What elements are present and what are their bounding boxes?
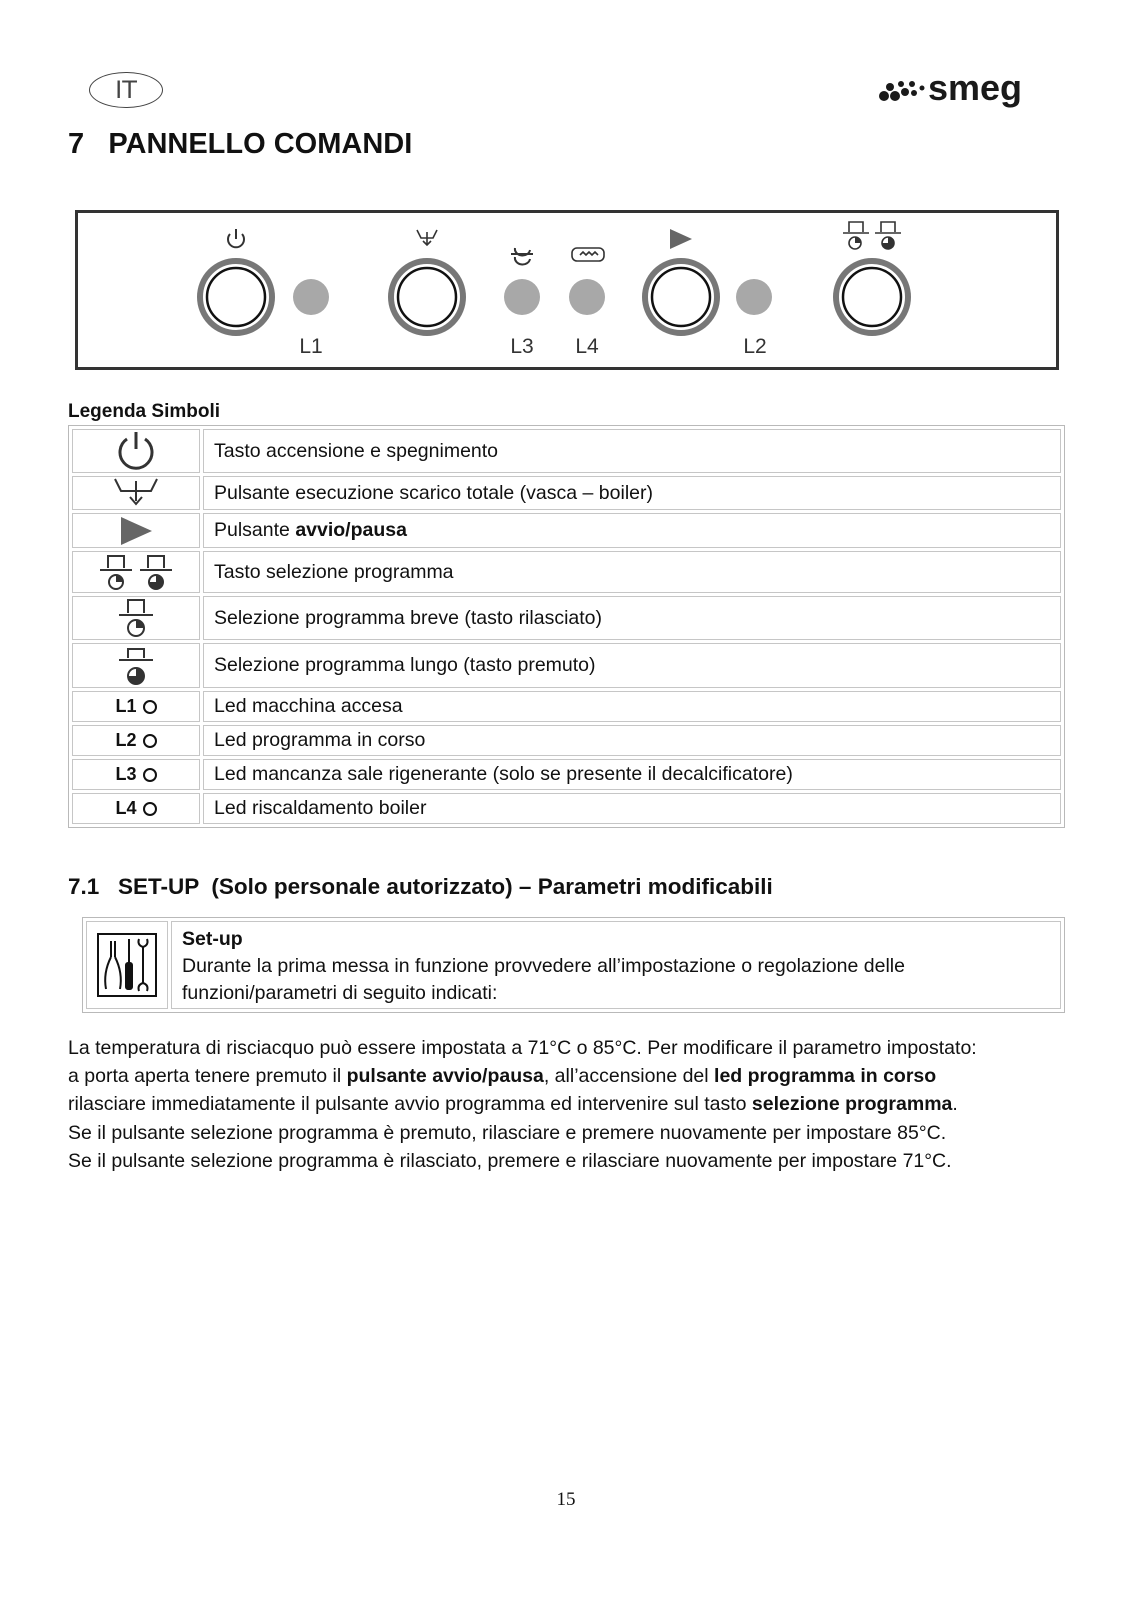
power-icon [114, 431, 158, 471]
legend-description: Pulsante avvio/pausa [203, 513, 1061, 548]
setup-note-title: Set-up [182, 928, 243, 950]
body-paragraph: La temperatura di risciacquo può essere impostata a 71°C o 85°C. Per modificare il parametro impostato: a porta aperta tenere premuto il pulsante avvio/pausa, all’accensione del led programma in corso rilasciare immediatamente il pulsante avvio programma ed intervenire sul tasto selezione programma. Se il pulsante selezione programma è premuto, rilasciare e premere nuovamente per impostare 85°C. Se il pulsante selezione programma è rilasciato, premere e rilasciare nuovamente per impostare 71°C. [68, 1037, 977, 1172]
language-badge: IT [89, 72, 163, 108]
legend-row [72, 793, 1061, 824]
program-long-icon [116, 645, 156, 687]
legend-description: Selezione programma breve (tasto rilasciato) [203, 596, 1061, 640]
led-l2 [736, 279, 772, 315]
led-l1-symbol: L1 [115, 696, 156, 717]
brand-logo [878, 66, 1048, 110]
setup-note-text: Set-up Durante la prima messa in funzione provvedere all’impostazione o regolazione delle funzioni/parametri di seguito indicati: [171, 921, 1061, 1009]
legend-description: Led programma in corso [203, 725, 1061, 756]
control-panel-illustration [75, 210, 1059, 370]
page-number: 15 [556, 1489, 576, 1510]
program-short-icon [116, 597, 156, 639]
page-title: 7 PANNELLO COMANDI [68, 128, 413, 160]
legend-description: Led riscaldamento boiler [203, 793, 1061, 824]
legend-row [72, 551, 1061, 593]
power-button [200, 261, 272, 333]
start-pause-button [645, 261, 717, 333]
led-l1 [293, 279, 329, 315]
legend-row [72, 596, 1061, 640]
legend-description: Led mancanza sale rigenerante (solo se presente il decalcificatore) [203, 759, 1061, 790]
legend-row [72, 691, 1061, 722]
program-select-button [836, 261, 908, 333]
led-l4 [569, 279, 605, 315]
legend-title: Legenda Simboli [68, 401, 221, 422]
drain-button [391, 261, 463, 333]
legend-row [72, 759, 1061, 790]
led-l3-label: L3 [510, 335, 534, 358]
play-icon [118, 515, 154, 547]
setup-note-box [82, 917, 1065, 1013]
legend-description: Led macchina accesa [203, 691, 1061, 722]
legend-row [72, 476, 1061, 510]
led-l4-label: L4 [575, 335, 599, 358]
led-l3-symbol: L3 [115, 764, 156, 785]
legend-row [72, 725, 1061, 756]
legend-description: Tasto selezione programma [203, 551, 1061, 593]
led-l4-symbol: L4 [115, 798, 156, 819]
legend-description: Pulsante esecuzione scarico totale (vasca – boiler) [203, 476, 1061, 510]
legend-description: Tasto accensione e spegnimento [203, 429, 1061, 473]
program-select-icon [98, 552, 174, 592]
drain-icon [109, 477, 163, 509]
legend-description: Selezione programma lungo (tasto premuto) [203, 643, 1061, 688]
tools-icon [97, 933, 157, 997]
led-l1-label: L1 [299, 335, 323, 358]
section-heading: 7.1 SET-UP (Solo personale autorizzato) – Parametri modificabili [68, 874, 773, 899]
legend-row [72, 513, 1061, 548]
legend-row [72, 429, 1061, 473]
led-l2-label: L2 [743, 335, 767, 358]
brand-wordmark: smeg [928, 67, 1023, 108]
led-l2-symbol: L2 [115, 730, 156, 751]
led-l3 [504, 279, 540, 315]
legend-row [72, 643, 1061, 688]
legend-table [68, 425, 1065, 828]
